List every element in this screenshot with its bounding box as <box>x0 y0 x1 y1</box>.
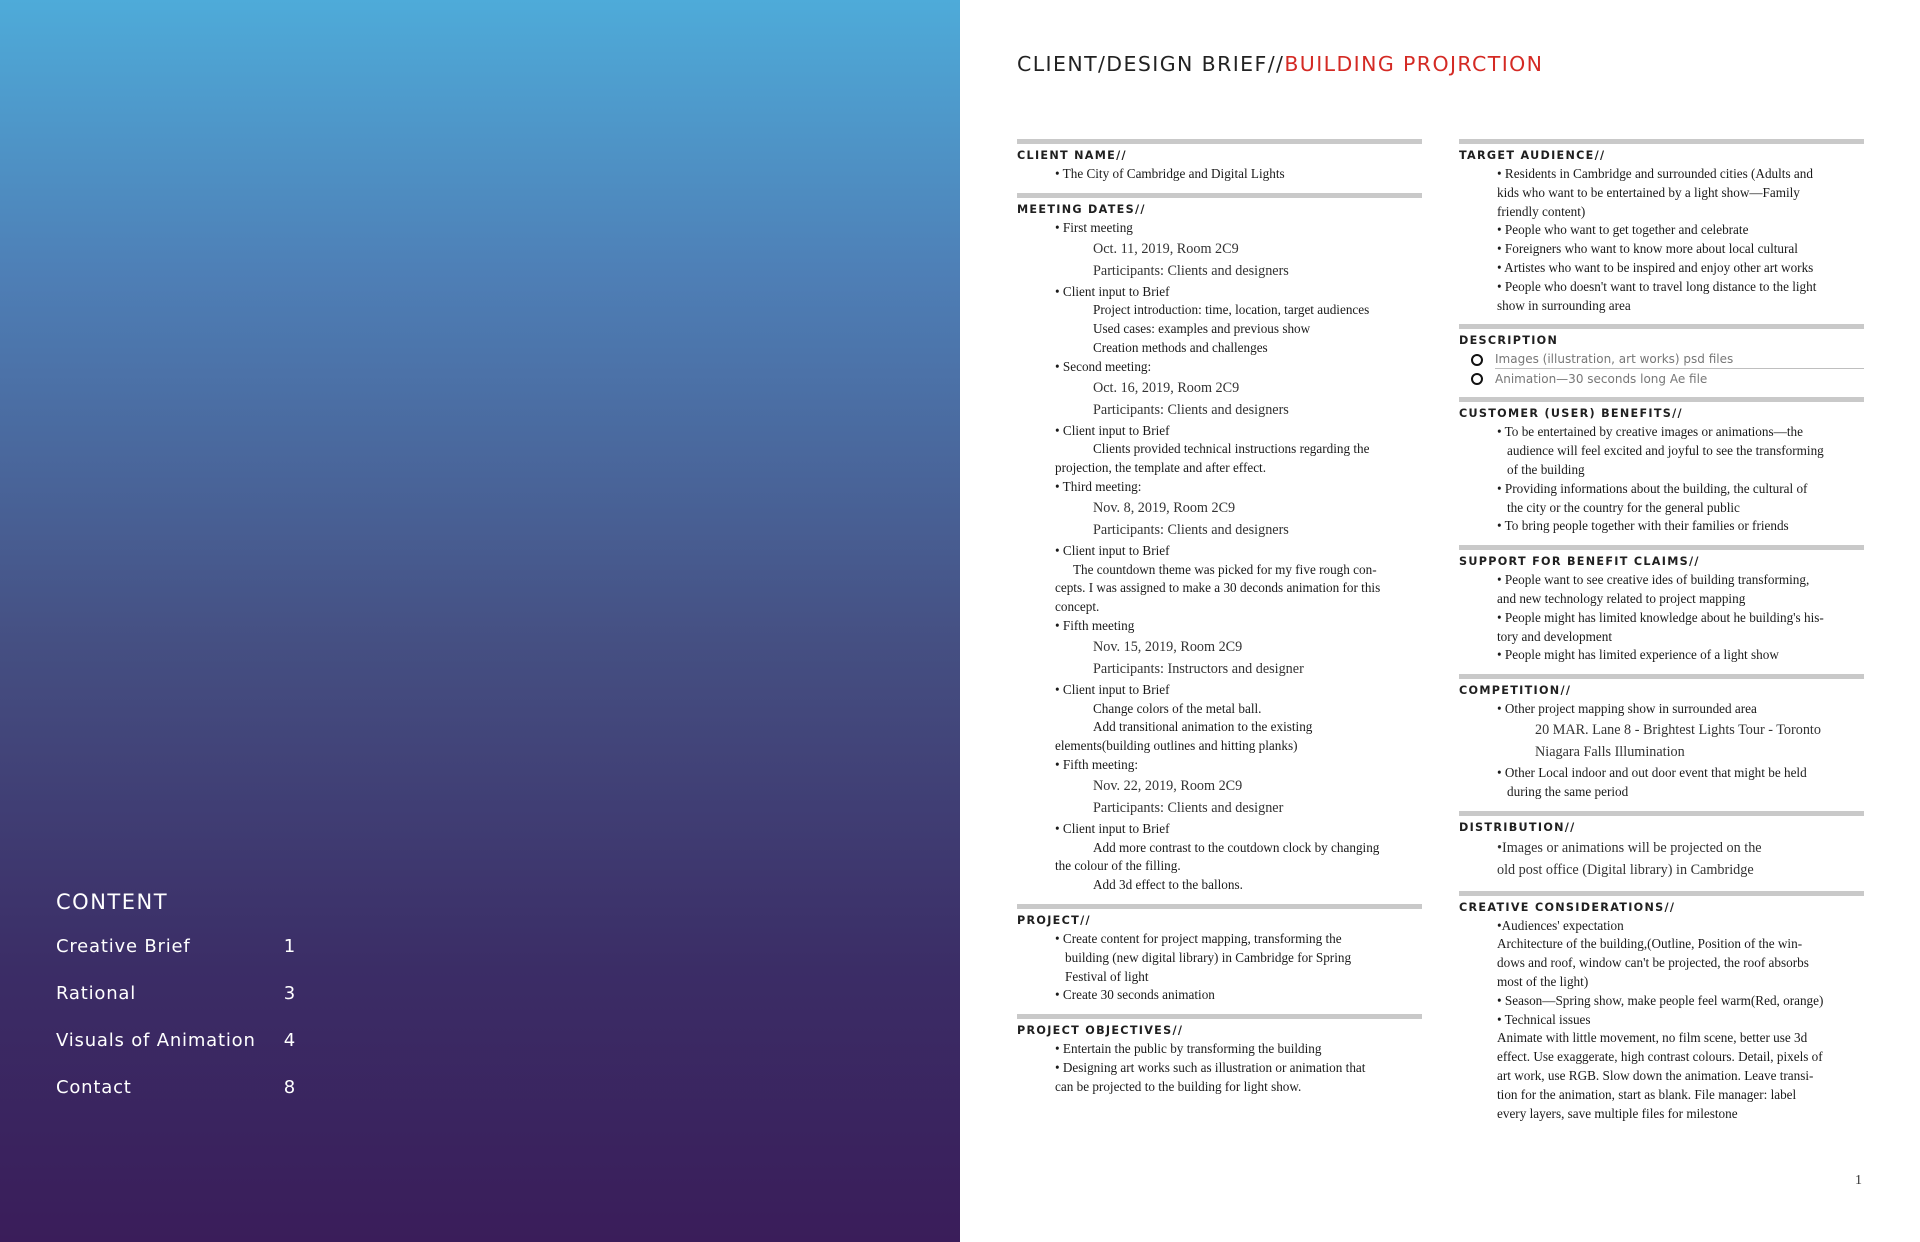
text-line: building (new digital library) in Cambridge for Spring <box>1065 949 1352 965</box>
text-line: Change colors of the metal ball. <box>1093 700 1262 716</box>
text-line: kids who want to be entertained by a light show—Family <box>1497 184 1800 200</box>
circle-bullet-icon <box>1471 373 1483 385</box>
toc-item-contact[interactable] <box>56 1077 296 1124</box>
description-item <box>1459 369 1864 388</box>
text-line: friendly content) <box>1497 203 1586 219</box>
text-line: •Audiences' expectation <box>1497 917 1624 933</box>
circle-bullet-icon <box>1471 354 1483 366</box>
page-title-accent: BUILDING PROJRCTION <box>1284 52 1544 76</box>
toc-item-page: 1 <box>283 936 296 957</box>
text-line: • Client input to Brief <box>1055 283 1170 299</box>
toc-item-visuals-of-animation[interactable] <box>56 1030 296 1077</box>
text-line: tory and development <box>1497 628 1612 644</box>
toc-item-label: Rational <box>56 983 137 1004</box>
text-line: • Entertain the public by transforming the building <box>1055 1041 1322 1057</box>
toc-item-label: Creative Brief <box>56 936 191 957</box>
meeting-date: Oct. 11, 2019, Room 2C9 <box>1093 240 1239 257</box>
section-project <box>1017 904 1422 1005</box>
text-line: effect. Use exaggerate, high contrast colours. Detail, pixels of <box>1497 1049 1823 1065</box>
meeting-date: Nov. 15, 2019, Room 2C9 <box>1093 638 1243 655</box>
toc-item-rational[interactable] <box>56 983 296 1030</box>
meeting-date: Nov. 8, 2019, Room 2C9 <box>1093 499 1236 516</box>
text-line: • People who doesn't want to travel long distance to the light <box>1497 278 1817 294</box>
text-line: most of the light) <box>1497 973 1589 989</box>
text-line: old post office (Digital library) in Cambridge <box>1497 862 1754 879</box>
text-line: cepts. I was assigned to make a 30 deconds animation for this <box>1055 580 1381 596</box>
text-line: Add more contrast to the coutdown clock by changing <box>1093 839 1380 855</box>
description-item <box>1459 350 1864 369</box>
text-line: art work, use RGB. Slow down the animation. Leave transi- <box>1497 1067 1814 1083</box>
text-line: projection, the template and after effect. <box>1055 460 1267 476</box>
section-distribution <box>1459 811 1864 882</box>
toc-item-label: Contact <box>56 1077 132 1098</box>
text-line: dows and roof, window can't be projected, the roof absorbs <box>1497 955 1809 971</box>
section-label: COMPETITION// <box>1459 684 1572 698</box>
toc-item-label: Visuals of Animation <box>56 1030 256 1051</box>
text-line: • To bring people together with their families or friends <box>1497 518 1789 534</box>
section-customer-benefits <box>1459 397 1864 536</box>
section-label: MEETING DATES// <box>1017 202 1146 216</box>
text-line: • People want to see creative ides of building transforming, <box>1497 572 1810 588</box>
text-line: Clients provided technical instructions regarding the <box>1093 441 1370 457</box>
text-line: elements(building outlines and hitting planks) <box>1055 738 1298 754</box>
section-label: SUPPORT FOR BENEFIT CLAIMS// <box>1459 555 1700 569</box>
section-label: TARGET AUDIENCE// <box>1459 149 1606 162</box>
description-text: Animation—30 seconds long Ae file <box>1495 371 1708 386</box>
toc-item-creative-brief[interactable] <box>56 936 296 983</box>
page-title-main: CLIENT/DESIGN BRIEF// <box>1017 52 1285 76</box>
text-line: Add transitional animation to the existing <box>1093 719 1313 735</box>
text-line: audience will feel excited and joyful to see the transforming <box>1507 443 1824 459</box>
text-line: tion for the animation, start as blank. File manager: label <box>1497 1086 1797 1102</box>
text-line: • Client input to Brief <box>1055 681 1170 697</box>
text-line: • Artistes who want to be inspired and enjoy other art works <box>1497 259 1814 275</box>
brief-column-left <box>1017 139 1422 1106</box>
competitor-item: Niagara Falls Illumination <box>1535 744 1685 761</box>
brief-page <box>960 0 1920 1242</box>
text-line: concept. <box>1055 599 1100 615</box>
text-line: every layers, save multiple files for milestone <box>1497 1105 1738 1121</box>
competitor-item: 20 MAR. Lane 8 - Brightest Lights Tour - Toronto <box>1535 721 1821 738</box>
text-line: the city or the country for the general public <box>1507 499 1740 515</box>
text-line: The countdown theme was picked for my five rough con- <box>1073 561 1377 577</box>
section-label: DESCRIPTION <box>1459 334 1559 348</box>
text-line: • Technical issues <box>1497 1011 1591 1027</box>
text-line: and new technology related to project mapping <box>1497 590 1746 606</box>
section-label: CREATIVE CONSIDERATIONS// <box>1459 900 1676 914</box>
text-line: • Client input to Brief <box>1055 542 1170 558</box>
section-support-claims <box>1459 545 1864 665</box>
section-description <box>1459 324 1864 388</box>
section-label: PROJECT OBJECTIVES// <box>1017 1024 1184 1038</box>
text-line: Animate with little movement, no film scene, better use 3d <box>1497 1030 1808 1046</box>
toc-item-page: 3 <box>283 983 296 1004</box>
text-line: • Season—Spring show, make people feel warm(Red, orange) <box>1497 992 1824 1008</box>
page-title <box>1017 52 1543 76</box>
toc-item-page: 4 <box>283 1030 296 1051</box>
meeting-participants: Participants: Instructors and designer <box>1093 661 1304 678</box>
meeting-date: Oct. 16, 2019, Room 2C9 <box>1093 379 1240 396</box>
text-line: • Foreigners who want to know more about local cultural <box>1497 241 1798 257</box>
text-line: the colour of the filling. <box>1055 858 1181 874</box>
section-label: PROJECT// <box>1017 913 1091 927</box>
section-competition <box>1459 674 1864 801</box>
text-line: Architecture of the building,(Outline, Position of the win- <box>1497 936 1803 952</box>
text-line: • Create 30 seconds animation <box>1055 987 1215 1003</box>
text-line: Used cases: examples and previous show <box>1093 321 1311 337</box>
text-line: • People might has limited knowledge about he building's his- <box>1497 609 1824 625</box>
text-line: • Client input to Brief <box>1055 820 1170 836</box>
meeting-participants: Participants: Clients and designer <box>1093 800 1284 817</box>
meeting-date: Nov. 22, 2019, Room 2C9 <box>1093 777 1243 794</box>
text-line: • Fifth meeting: <box>1055 756 1139 772</box>
text-line: •Images or animations will be projected on the <box>1497 839 1762 856</box>
meeting-participants: Participants: Clients and designers <box>1093 402 1289 419</box>
text-line: • To be entertained by creative images or animations—the <box>1497 424 1803 440</box>
section-label: CUSTOMER (USER) BENEFITS// <box>1459 407 1683 421</box>
text-line: • Other Local indoor and out door event that might be held <box>1497 764 1807 780</box>
section-target-audience <box>1459 139 1864 315</box>
text-line: • First meeting <box>1055 219 1133 235</box>
section-client-name <box>1017 139 1422 184</box>
text-line: • Second meeting: <box>1055 358 1152 374</box>
text-line: can be projected to the building for light show. <box>1055 1078 1302 1094</box>
text-line: • People who want to get together and celebrate <box>1497 222 1749 238</box>
section-meeting-dates <box>1017 193 1422 895</box>
text-line: • Client input to Brief <box>1055 422 1170 438</box>
text-line: show in surrounding area <box>1497 297 1631 313</box>
section-label: DISTRIBUTION// <box>1459 820 1576 834</box>
text-line: • People might has limited experience of a light show <box>1497 647 1779 663</box>
text-line: during the same period <box>1507 783 1629 799</box>
toc-item-page: 8 <box>283 1077 296 1098</box>
text-line: Creation methods and challenges <box>1093 339 1268 355</box>
text-line: • Providing informations about the building, the cultural of <box>1497 480 1808 496</box>
text-line: of the building <box>1507 461 1585 477</box>
meeting-participants: Participants: Clients and designers <box>1093 522 1289 539</box>
text-line: • Other project mapping show in surrounded area <box>1497 701 1757 717</box>
text-line: • Residents in Cambridge and surrounded cities (Adults and <box>1497 166 1813 181</box>
section-label: CLIENT NAME// <box>1017 149 1127 162</box>
text-line: Project introduction: time, location, target audiences <box>1093 302 1370 318</box>
text-line: • Fifth meeting <box>1055 617 1135 633</box>
section-project-objectives <box>1017 1014 1422 1096</box>
description-text: Images (illustration, art works) psd files <box>1495 350 1864 369</box>
page-number: 1 <box>1855 1173 1862 1188</box>
toc-heading: CONTENT <box>56 890 169 914</box>
text-line: Festival of light <box>1065 968 1149 984</box>
text-line: • Third meeting: <box>1055 478 1142 494</box>
brief-column-right <box>1459 139 1864 1132</box>
text-line: • Create content for project mapping, transforming the <box>1055 930 1342 946</box>
section-creative-considerations <box>1459 891 1864 1124</box>
table-of-contents <box>56 890 296 1124</box>
text-line: • The City of Cambridge and Digital Lights <box>1055 166 1285 181</box>
text-line: Add 3d effect to the ballons. <box>1093 877 1243 893</box>
meeting-participants: Participants: Clients and designers <box>1093 263 1289 280</box>
text-line: • Designing art works such as illustration or animation that <box>1055 1059 1366 1075</box>
